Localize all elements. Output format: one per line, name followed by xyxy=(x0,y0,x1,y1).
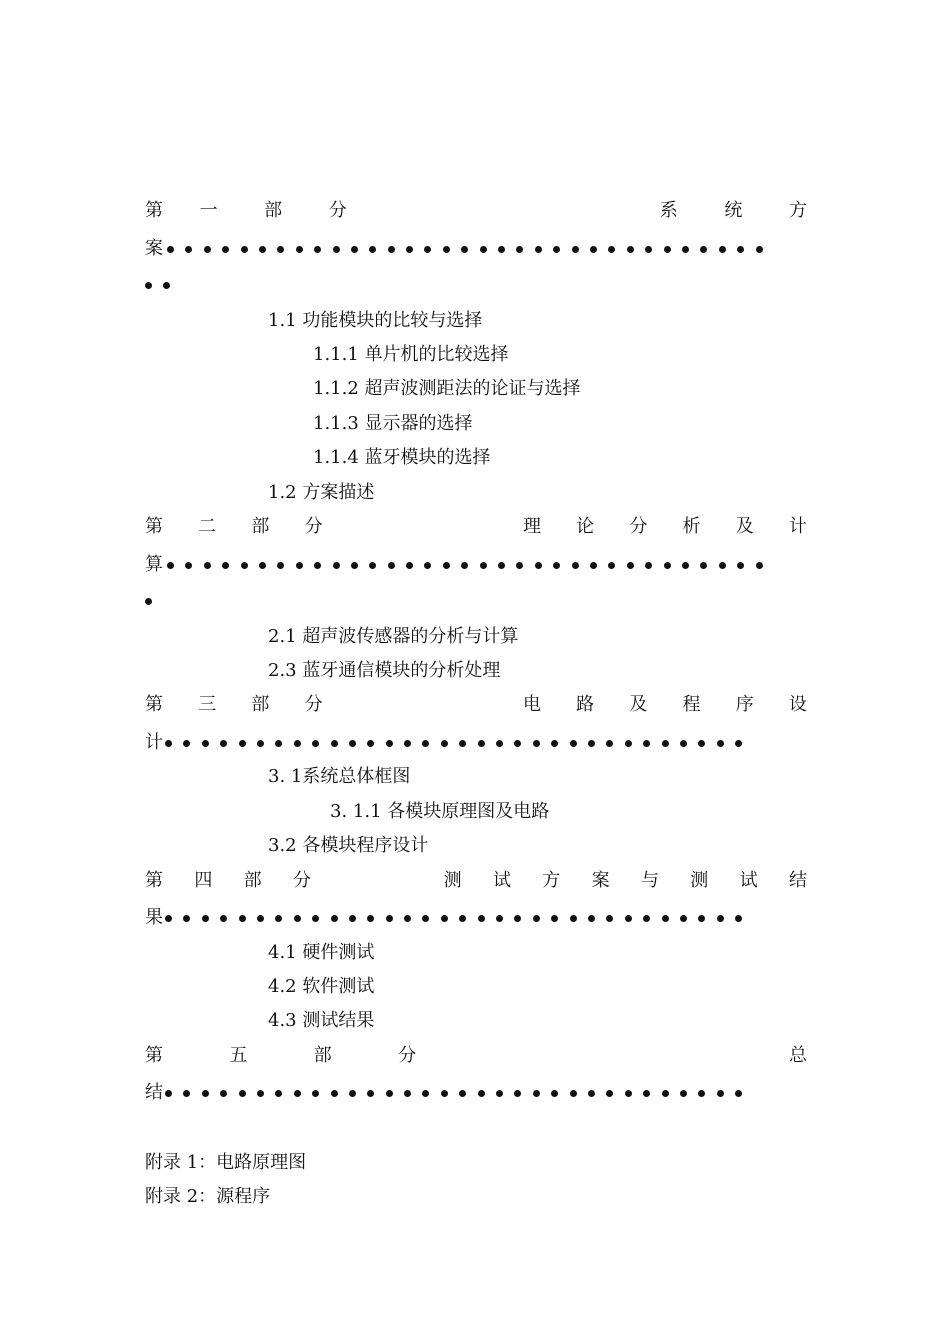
heading-char: 部 xyxy=(313,1045,332,1066)
leader-dot xyxy=(167,246,174,253)
leader-dot xyxy=(496,1090,503,1097)
leader-dot xyxy=(422,915,429,922)
leader-dot xyxy=(459,915,466,922)
leader-dot xyxy=(735,915,742,922)
part-3-heading xyxy=(145,692,807,718)
toc-entry[interactable]: 1.2 方案描述 xyxy=(268,482,375,503)
leader-dot xyxy=(551,1090,558,1097)
leader-dot xyxy=(165,740,172,747)
leader-dot xyxy=(367,1090,374,1097)
heading-char: 总 xyxy=(788,1045,807,1066)
heading-char: 分 xyxy=(328,200,347,221)
leader-dot xyxy=(145,598,152,605)
leader-dot xyxy=(664,562,671,569)
leader-dot xyxy=(165,915,172,922)
leader-dot xyxy=(165,1090,172,1097)
leader-dot xyxy=(606,740,613,747)
leader-dot xyxy=(533,1090,540,1097)
leader-dot xyxy=(388,562,395,569)
heading-char: 结 xyxy=(788,870,807,891)
leader-dot xyxy=(333,562,340,569)
heading-char: 试 xyxy=(739,870,758,891)
heading-char: 二 xyxy=(198,516,217,537)
leader-dot xyxy=(461,246,468,253)
leader-dot xyxy=(202,740,209,747)
heading-char: 方 xyxy=(788,200,807,221)
leader-dot xyxy=(406,246,413,253)
leader-dot xyxy=(756,246,763,253)
leader-dot xyxy=(756,562,763,569)
leader-dot xyxy=(386,740,393,747)
leader-dot xyxy=(220,915,227,922)
leader-dot xyxy=(533,740,540,747)
heading-char: 计 xyxy=(788,516,807,537)
leader-dot xyxy=(700,562,707,569)
leader-dot xyxy=(480,246,487,253)
leader-dot xyxy=(386,915,393,922)
leader-dot xyxy=(682,562,689,569)
leader-dot xyxy=(625,915,632,922)
leader-dot xyxy=(680,740,687,747)
leader-dot xyxy=(239,915,246,922)
leader-dot xyxy=(553,562,560,569)
leader-dot xyxy=(514,740,521,747)
leader-dot xyxy=(259,246,266,253)
leader-dot xyxy=(259,562,266,569)
leader-dot xyxy=(257,1090,264,1097)
leader-dot xyxy=(643,740,650,747)
leader-dot xyxy=(351,246,358,253)
leader-dot xyxy=(698,1090,705,1097)
leader-dots xyxy=(165,915,754,922)
leader-dot xyxy=(369,562,376,569)
heading-char: 第 xyxy=(145,694,163,715)
heading-char: 第 xyxy=(145,200,163,221)
toc-entry[interactable]: 2.1 超声波传感器的分析与计算 xyxy=(268,626,519,647)
leader-dot xyxy=(627,246,634,253)
toc-entry[interactable]: 4.1 硬件测试 xyxy=(268,942,375,963)
part-1-leader-cont xyxy=(145,272,182,298)
toc-entry[interactable]: 1.1.3 显示器的选择 xyxy=(313,413,473,434)
heading-char: 程 xyxy=(682,694,701,715)
leader-dot xyxy=(294,740,301,747)
leader-dot xyxy=(145,282,152,289)
leader-dots xyxy=(167,246,774,253)
leader-dot xyxy=(572,246,579,253)
heading-char: 及 xyxy=(735,516,754,537)
heading-char: 分 xyxy=(629,516,648,537)
leader-dot xyxy=(606,1090,613,1097)
part-4-leader xyxy=(145,905,754,931)
leader-dot xyxy=(202,1090,209,1097)
heading-char: 析 xyxy=(682,516,701,537)
leader-dot xyxy=(606,915,613,922)
leader-dot xyxy=(533,915,540,922)
leader-dot xyxy=(717,1090,724,1097)
leader-dot xyxy=(312,740,319,747)
leader-dot xyxy=(680,1090,687,1097)
heading-char: 分 xyxy=(304,694,323,715)
part-1-leader xyxy=(145,236,774,262)
part-2-leader xyxy=(145,552,774,578)
toc-entry[interactable]: 3. 1系统总体框图 xyxy=(268,766,411,787)
leader-dot xyxy=(735,1090,742,1097)
leader-dot xyxy=(424,246,431,253)
leader-dot xyxy=(737,246,744,253)
leader-dot xyxy=(163,282,170,289)
leader-dot xyxy=(717,740,724,747)
leader-dot xyxy=(737,562,744,569)
leader-dot xyxy=(735,740,742,747)
leader-dot xyxy=(404,740,411,747)
leader-dot xyxy=(296,246,303,253)
leader-dot xyxy=(367,915,374,922)
leader-dot xyxy=(441,1090,448,1097)
leader-dot xyxy=(443,562,450,569)
leader-dot xyxy=(700,246,707,253)
leader-dot xyxy=(241,246,248,253)
leader-dots xyxy=(165,1090,754,1097)
leader-dot xyxy=(682,246,689,253)
leader-dot xyxy=(183,1090,190,1097)
leader-dot xyxy=(404,915,411,922)
leader-dot xyxy=(183,740,190,747)
leader-dot xyxy=(294,915,301,922)
leader-dot xyxy=(717,915,724,922)
heading-char: 一 xyxy=(199,200,218,221)
heading-char: 第 xyxy=(145,870,163,891)
leader-dot xyxy=(222,246,229,253)
leader-dot xyxy=(478,1090,485,1097)
leader-dot xyxy=(296,562,303,569)
heading-char: 测 xyxy=(443,870,462,891)
leader-dot xyxy=(312,1090,319,1097)
heading-char: 第 xyxy=(145,1045,163,1066)
heading-tail-char: 案 xyxy=(145,238,163,259)
leader-dot xyxy=(496,915,503,922)
toc-entry[interactable]: 1.1.2 超声波测距法的论证与选择 xyxy=(313,378,581,399)
part-3-leader xyxy=(145,730,754,756)
leader-dot xyxy=(498,562,505,569)
leader-dot xyxy=(220,740,227,747)
toc-entry[interactable]: 1.1.1 单片机的比较选择 xyxy=(313,344,509,365)
leader-dot xyxy=(459,1090,466,1097)
leader-dot xyxy=(590,562,597,569)
heading-char: 案 xyxy=(591,870,610,891)
leader-dot xyxy=(388,246,395,253)
leader-dot xyxy=(516,246,523,253)
toc-entry[interactable]: 3.2 各模块程序设计 xyxy=(268,835,429,856)
leader-dot xyxy=(535,246,542,253)
leader-dot xyxy=(608,246,615,253)
leader-dot xyxy=(204,246,211,253)
leader-dot xyxy=(459,740,466,747)
leader-dot xyxy=(570,1090,577,1097)
leader-dot xyxy=(314,246,321,253)
heading-char: 设 xyxy=(788,694,807,715)
leader-dot xyxy=(645,562,652,569)
leader-dot xyxy=(277,246,284,253)
leader-dot xyxy=(662,740,669,747)
toc-entry[interactable]: 4.3 测试结果 xyxy=(268,1010,375,1031)
heading-char: 部 xyxy=(251,516,270,537)
heading-char: 电 xyxy=(522,694,541,715)
heading-char: 分 xyxy=(304,516,323,537)
heading-char: 序 xyxy=(735,694,754,715)
leader-dots xyxy=(145,282,182,289)
heading-char: 试 xyxy=(492,870,511,891)
leader-dot xyxy=(185,246,192,253)
leader-dot xyxy=(572,562,579,569)
leader-dot xyxy=(331,915,338,922)
leader-dot xyxy=(422,740,429,747)
leader-dot xyxy=(698,740,705,747)
leader-dot xyxy=(202,915,209,922)
heading-char: 系 xyxy=(659,200,678,221)
leader-dot xyxy=(351,562,358,569)
leader-dot xyxy=(369,246,376,253)
leader-dot xyxy=(590,246,597,253)
leader-dot xyxy=(570,915,577,922)
leader-dots xyxy=(167,562,774,569)
leader-dot xyxy=(698,915,705,922)
leader-dot xyxy=(239,740,246,747)
leader-dot xyxy=(645,246,652,253)
leader-dot xyxy=(443,246,450,253)
heading-tail-char: 算 xyxy=(145,554,163,575)
heading-tail-char: 果 xyxy=(145,907,163,928)
part-1-heading xyxy=(145,198,807,224)
heading-char: 理 xyxy=(522,516,541,537)
leader-dots xyxy=(165,740,754,747)
heading-char: 测 xyxy=(690,870,709,891)
leader-dot xyxy=(535,562,542,569)
heading-char: 路 xyxy=(576,694,595,715)
leader-dot xyxy=(275,740,282,747)
part-2-heading xyxy=(145,514,807,540)
heading-tail-char: 结 xyxy=(145,1082,163,1103)
leader-dot xyxy=(588,1090,595,1097)
leader-dot xyxy=(257,740,264,747)
leader-dot xyxy=(441,740,448,747)
leader-dot xyxy=(496,740,503,747)
leader-dot xyxy=(422,1090,429,1097)
part-2-leader-cont xyxy=(145,588,163,614)
leader-dot xyxy=(551,915,558,922)
leader-dot xyxy=(424,562,431,569)
heading-char: 部 xyxy=(264,200,283,221)
leader-dot xyxy=(588,915,595,922)
heading-char: 五 xyxy=(229,1045,248,1066)
toc-entry[interactable]: 1.1.4 蓝牙模块的选择 xyxy=(313,447,491,468)
toc-entry[interactable]: 4.2 软件测试 xyxy=(268,976,375,997)
leader-dot xyxy=(331,1090,338,1097)
leader-dot xyxy=(478,740,485,747)
heading-char: 第 xyxy=(145,516,163,537)
leader-dot xyxy=(570,740,577,747)
leader-dot xyxy=(588,740,595,747)
leader-dot xyxy=(257,915,264,922)
leader-dot xyxy=(294,1090,301,1097)
part-5-leader xyxy=(145,1080,754,1106)
leader-dot xyxy=(167,562,174,569)
leader-dot xyxy=(241,562,248,569)
leader-dot xyxy=(662,915,669,922)
leader-dots xyxy=(145,598,163,605)
heading-char: 部 xyxy=(251,694,270,715)
leader-dot xyxy=(514,1090,521,1097)
leader-dot xyxy=(333,246,340,253)
leader-dot xyxy=(220,1090,227,1097)
leader-dot xyxy=(404,1090,411,1097)
leader-dot xyxy=(514,915,521,922)
leader-dot xyxy=(349,740,356,747)
leader-dot xyxy=(625,1090,632,1097)
toc-entry[interactable]: 3. 1.1 各模块原理图及电路 xyxy=(330,801,550,822)
leader-dot xyxy=(367,740,374,747)
appendix-entry[interactable]: 附录 2：源程序 xyxy=(145,1186,271,1207)
leader-dot xyxy=(349,1090,356,1097)
heading-char: 部 xyxy=(243,870,262,891)
leader-dot xyxy=(608,562,615,569)
leader-dot xyxy=(551,740,558,747)
leader-dot xyxy=(627,562,634,569)
leader-dot xyxy=(643,915,650,922)
leader-dot xyxy=(275,1090,282,1097)
leader-dot xyxy=(480,562,487,569)
leader-dot xyxy=(719,246,726,253)
heading-char: 论 xyxy=(576,516,595,537)
leader-dot xyxy=(406,562,413,569)
leader-dot xyxy=(331,740,338,747)
heading-char: 分 xyxy=(398,1045,417,1066)
leader-dot xyxy=(239,1090,246,1097)
heading-char: 分 xyxy=(292,870,311,891)
heading-char: 方 xyxy=(542,870,561,891)
heading-char: 三 xyxy=(198,694,217,715)
leader-dot xyxy=(314,562,321,569)
leader-dot xyxy=(277,562,284,569)
heading-tail-char: 计 xyxy=(145,732,163,753)
leader-dot xyxy=(680,915,687,922)
leader-dot xyxy=(643,1090,650,1097)
leader-dot xyxy=(275,915,282,922)
leader-dot xyxy=(349,915,356,922)
leader-dot xyxy=(516,562,523,569)
appendix-entry[interactable]: 附录 1：电路原理图 xyxy=(145,1152,307,1173)
part-4-heading xyxy=(145,868,807,894)
leader-dot xyxy=(183,915,190,922)
leader-dot xyxy=(312,915,319,922)
leader-dot xyxy=(553,246,560,253)
leader-dot xyxy=(719,562,726,569)
toc-entry[interactable]: 2.3 蓝牙通信模块的分析处理 xyxy=(268,660,501,681)
heading-char: 及 xyxy=(629,694,648,715)
leader-dot xyxy=(664,246,671,253)
heading-char: 四 xyxy=(194,870,213,891)
leader-dot xyxy=(662,1090,669,1097)
heading-char: 与 xyxy=(640,870,659,891)
part-5-heading xyxy=(145,1043,807,1069)
leader-dot xyxy=(625,740,632,747)
leader-dot xyxy=(204,562,211,569)
leader-dot xyxy=(386,1090,393,1097)
leader-dot xyxy=(222,562,229,569)
leader-dot xyxy=(461,562,468,569)
heading-char: 统 xyxy=(724,200,743,221)
toc-entry[interactable]: 1.1 功能模块的比较与选择 xyxy=(268,310,483,331)
leader-dot xyxy=(185,562,192,569)
leader-dot xyxy=(478,915,485,922)
leader-dot xyxy=(441,915,448,922)
leader-dot xyxy=(498,246,505,253)
